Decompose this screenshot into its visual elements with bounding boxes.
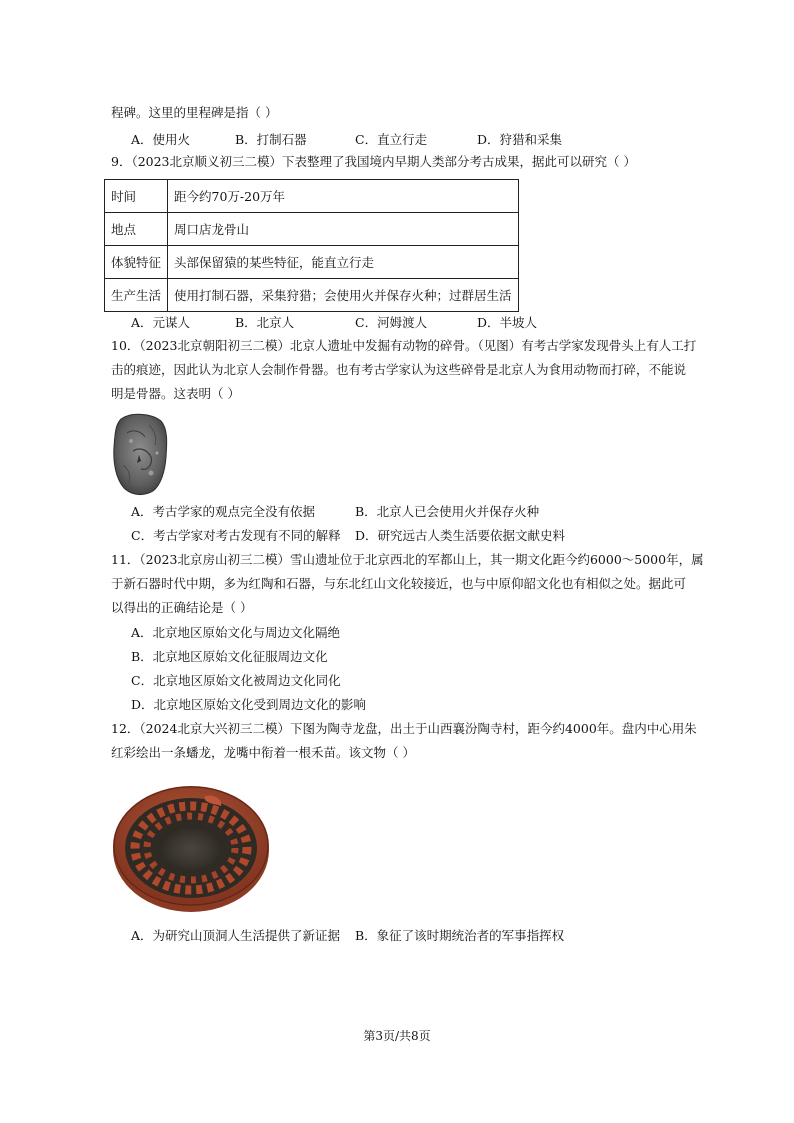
- table-cell-key: 地点: [105, 213, 168, 246]
- question-11-line-2: 于新石器时代中期，多为红陶和石器，与东北红山文化较接近，也与中原仰韶文化也有相似之处。据此可: [111, 576, 687, 591]
- q12-option-b: B．象征了该时期统治者的军事指挥权: [355, 928, 565, 943]
- table-row: [105, 246, 519, 279]
- question-11-line-3: 以得出的正确结论是（ ）: [111, 600, 253, 615]
- question-10-line-1: 10．（2023北京朝阳初三二模）北京人遗址中发掘有动物的碎骨。（见图）有考古学家发现骨头上有人工打: [111, 338, 697, 353]
- question-10-line-2: 击的痕迹，因此认为北京人会制作骨器。也有考古学家认为这些碎骨是北京人为食用动物而打碎，不能说: [111, 362, 687, 377]
- q8-option-b: B．打制石器: [235, 132, 307, 147]
- question-11-line-1: 11．（2023北京房山初三二模）雪山遗址位于北京西北的军都山上，其一期文化距今约6000～5000年，属: [111, 552, 704, 567]
- q8-option-d: D．狩猎和采集: [477, 132, 563, 147]
- question-10-line-3: 明是骨器。这表明（ ）: [111, 386, 240, 401]
- q11-option-b: B．北京地区原始文化征服周边文化: [131, 649, 328, 664]
- taosi-dragon-plate-image: [111, 776, 271, 914]
- question-9-stem: 9．（2023北京顺义初三二模）下表整理了我国境内早期人类部分考古成果，据此可以研究（ ）: [111, 154, 636, 169]
- table-row: [105, 180, 519, 213]
- bone-fragment-image: [111, 411, 169, 497]
- table-cell-key: 生产生活: [105, 279, 168, 312]
- q12-option-a: A．为研究山顶洞人生活提供了新证据: [131, 928, 341, 943]
- question-12-line-2: 红彩绘出一条蟠龙，龙嘴中衔着一根禾苗。该文物（ ）: [111, 745, 415, 760]
- table-row: [105, 279, 519, 312]
- table-cell-value: 距今约70万-20万年: [168, 180, 519, 213]
- table-cell-key: 时间: [105, 180, 168, 213]
- table-cell-value: 使用打制石器，采集狩猎；会使用火并保存火种；过群居生活: [168, 279, 519, 312]
- q11-option-c: C．北京地区原始文化被周边文化同化: [131, 673, 341, 688]
- question-8-continuation: 程碑。这里的里程碑是指（ ）: [111, 105, 278, 120]
- q9-option-d: D．半坡人: [477, 315, 538, 330]
- q9-data-table: [104, 179, 519, 312]
- q9-option-a: A．元谋人: [131, 315, 191, 330]
- q9-option-b: B．北京人: [235, 315, 295, 330]
- q11-option-a: A．北京地区原始文化与周边文化隔绝: [131, 625, 341, 640]
- q8-option-c: C．直立行走: [355, 132, 428, 147]
- table-cell-value: 周口店龙骨山: [168, 213, 519, 246]
- q8-option-a: A．使用火: [131, 132, 191, 147]
- q11-option-d: D．北京地区原始文化受到周边文化的影响: [131, 697, 367, 712]
- question-12-line-1: 12．（2024北京大兴初三二模）下图为陶寺龙盘，出土于山西襄汾陶寺村，距今约4000年。盘内中心用朱: [111, 721, 697, 736]
- table-row: [105, 213, 519, 246]
- table-cell-value: 头部保留猿的某些特征，能直立行走: [168, 246, 519, 279]
- q9-option-c: C．河姆渡人: [355, 315, 428, 330]
- table-cell-key: 体貌特征: [105, 246, 168, 279]
- q10-option-c: C．考古学家对考古发现有不同的解释: [131, 528, 341, 543]
- page-number-footer: 第3页/共8页: [363, 1029, 431, 1043]
- q10-option-b: B．北京人已会使用火并保存火种: [355, 504, 540, 519]
- q10-option-a: A．考古学家的观点完全没有依据: [131, 504, 316, 519]
- q10-option-d: D．研究远古人类生活要依据文献史料: [355, 528, 566, 543]
